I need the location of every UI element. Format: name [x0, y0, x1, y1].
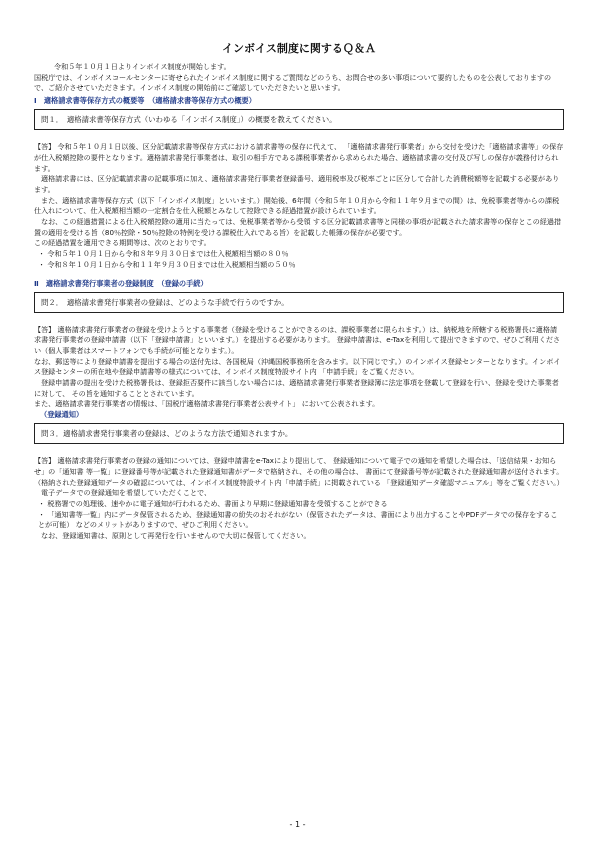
- intro-paragraph: 国税庁では、インボイスコールセンターに寄せられたインボイス制度に関するご質問などのうち、お問合せの多い事項について要約したものを公表しておりますので、ご紹介させていただきます。インボイス制度の開始前にご確認していただきたいと思います。: [34, 72, 552, 93]
- answer-paragraph: 【答】 令和５年１０月１日以後、区分記載請求書等保存方式における請求書等の保存に代えて、 「適格請求書発行事業者」から交付を受けた「適格請求書等」の保存が仕入税額控除の要件となります。適格請求書発行事業者は、取引の相手方である課税事業者から求められた場合、適格請求書の交付及び写しの保存が義務付けられます。: [34, 142, 564, 173]
- page-title: インボイス制度に関するＱ＆Ａ: [222, 42, 376, 55]
- answer-paragraph: また、適格請求書発行事業者の情報は、「国税庁適格請求書発行事業者公表サイト」 において公表されます。: [34, 399, 380, 409]
- answer-paragraph: 適格請求書には、区分記載請求書の記載事項に加え、適格請求書発行事業者登録番号、適用税率及び税率ごとに区分して合計した消費税額等を記載する必要があります。: [34, 174, 560, 194]
- answer-paragraph: なお、郵送等により登録申請書を提出する場合の送付先は、各国税局（沖縄国税事務所を含みます。以下同じです。）のインボイス登録センターとなります。インボイス登録センターの所在地や登録申請書等の様式については、インボイス制度特設サイト内 「申請手続」をご覧ください。: [34, 356, 561, 377]
- answer-paragraph: また、適格請求書等保存方式（以下「インボイス制度」といいます。）開始後、6年間（令和５年１０月から令和１１年９月までの間）は、免税事業者等からの課税仕入れについて、仕入税額相当額の一定割合を仕入税額とみなして控除できる経過措置が設けられています。: [34, 195, 560, 216]
- list-item: ・ 「通知書等一覧」内にデータ保管されるため、登録通知書の紛失のおそれがない（保管されたデータは、書面により出力することやPDFデータでの保存をすることが可能） などのメリットがありますので、ぜひご利用ください。: [38, 509, 558, 530]
- answer-paragraph: なお、登録通知書は、原則として再発行を行いませんので大切に保管してください。: [41, 531, 311, 541]
- question-box: 問２． 適格請求書発行事業者の登録は、どのような手続で行うのですか。: [34, 292, 564, 313]
- answer-paragraph: 【答】 適格請求書発行事業者の登録を受けようとする事業者（登録を受けることができるのは、課税事業者に限られます。）は、納税地を所轄する税務署長に適格請求書発行事業者の登録申請書（以下「登録申請書」といいます。）を提出する必要があります。 登録申請書は、e-Taxを利用して提出できますので、ぜひご利用ください（個人事業者はスマートフォンでも手続が可能となります。）。: [34, 324, 561, 355]
- list-item: ・ 令和５年１０月１日から令和８年９月３０日までは仕入税額相当額の８０％: [38, 249, 289, 259]
- list-item: ・ 令和８年１０月１日から令和１１年９月３０日までは仕入税額相当額の５０％: [38, 259, 296, 269]
- list-item: ・ 税務署での処理後、速やかに電子通知が行われるため、書面より早期に登録通知書を受領することができる: [38, 498, 388, 508]
- answer-paragraph: 電子データでの登録通知を希望していただくことで、: [41, 488, 212, 498]
- section-heading: （登録通知）: [40, 410, 84, 420]
- document-page: [34, 40, 564, 542]
- section-heading: Ⅱ 適格請求書発行事業者の登録制度 （登録の手続）: [34, 278, 208, 288]
- answer-paragraph: この経過措置を適用できる期間等は、次のとおりです。: [34, 238, 211, 248]
- answer-paragraph: 【答】 適格請求書発行事業者の登録の通知については、登録申請書をe-Taxにより提出して、 登録通知について電子での通知を希望した場合は、「送信結果・お知らせ」の「通知書 等一覧」に登録番号等が記載された登録通知書がデータで格納され、その他の場合は、 書面にて登録番号等が記載された登録通知書が送付されます。（格納された登録通知データの確認については、インボイス制度特設サイト内「申請手続」に掲載されている 「登録通知データ確認マニュアル」等をご覧ください。）: [34, 456, 564, 487]
- intro-paragraph: 令和５年１０月１日よりインボイス制度が開始します。: [54, 62, 231, 71]
- section-heading: Ⅰ 適格請求書等保存方式の概要等 （適格請求書等保存方式の概要）: [34, 96, 256, 106]
- answer-paragraph: なお、この経過措置による仕入税額控除の適用に当たっては、免税事業者等から受領 する区分記載請求書等と同様の事項が記載された請求書等の保存とこの経過措置の適用を受ける旨（80％控除・50％控除の特例を受ける課税仕入れである旨）を記載した帳簿の保存が必要です。: [34, 217, 562, 237]
- question-box: 問１． 適格請求書等保存方式（いわゆる「インボイス制度」）の概要を教えてください。: [34, 109, 564, 130]
- answer-paragraph: 登録申請書の提出を受けた税務署長は、登録拒否要件に該当しない場合には、適格請求書発行事業者登録簿に法定事項を登載して登録を行い、登録を受けた事業者に対して、 その旨を通知することとされています。: [34, 378, 559, 398]
- page-number: - 1 -: [289, 820, 306, 829]
- question-box: 問３．適格請求書発行事業者の登録は、どのような方法で通知されますか。: [34, 423, 564, 444]
